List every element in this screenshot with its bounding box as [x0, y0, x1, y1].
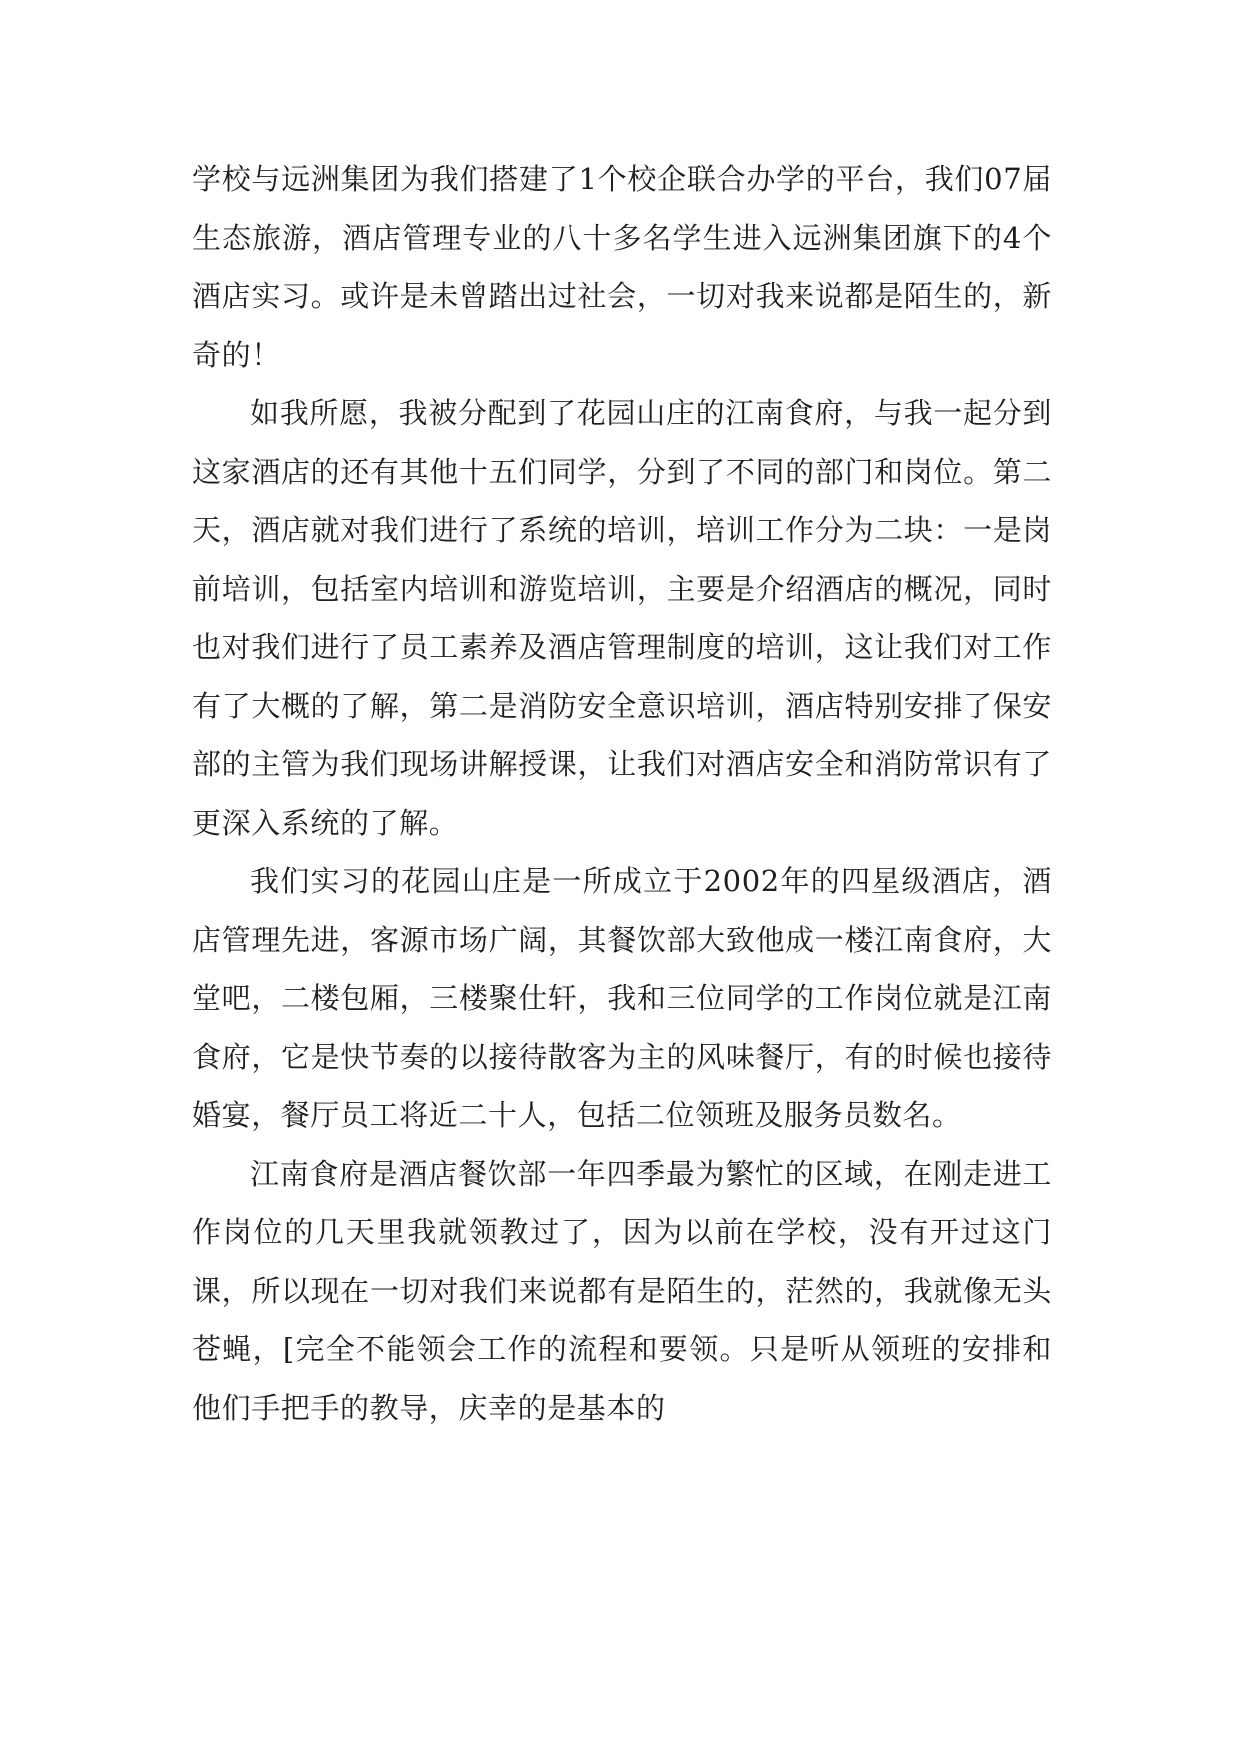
paragraph-1: 学校与远洲集团为我们搭建了1个校企联合办学的平台，我们07届生态旅游，酒店管理专业的八十多名学生进入远洲集团旗下的4个酒店实习。或许是未曾踏出过社会，一切对我来说都是陌生的，新奇的！ [192, 162, 1052, 372]
paragraph-4: 江南食府是酒店餐饮部一年四季最为繁忙的区域，在刚走进工作岗位的几天里我就领教过了，因为以前在学校，没有开过这门课，所以现在一切对我们来说都有是陌生的，茫然的，我就像无头苍蝇，[完全不能领会工作的流程和要领。只是听从领班的安排和他们手把手的教导，庆幸的是基本的 [192, 1156, 1052, 1425]
paragraph-2: 如我所愿，我被分配到了花园山庄的江南食府，与我一起分到这家酒店的还有其他十五们同学，分到了不同的部门和岗位。第二天，酒店就对我们进行了系统的培训，培训工作分为二块：一是岗前培训，包括室内培训和游览培训，主要是介绍酒店的概况，同时也对我们进行了员工素养及酒店管理制度的培训，这让我们对工作有了大概的了解，第二是消防安全意识培训，酒店特别安排了保安部的主管为我们现场讲解授课，让我们对酒店安全和消防常识有了更深入系统的了解。 [192, 396, 1052, 840]
paragraph-3: 我们实习的花园山庄是一所成立于2002年的四星级酒店，酒店管理先进，客源市场广阔，其餐饮部大致他成一楼江南食府，大堂吧，二楼包厢，三楼聚仕轩，我和三位同学的工作岗位就是江南食府，它是快节奏的以接待散客为主的风味餐厅，有的时候也接待婚宴，餐厅员工将近二十人，包括二位领班及服务员数名。 [192, 864, 1052, 1132]
document-body [192, 150, 1052, 1437]
